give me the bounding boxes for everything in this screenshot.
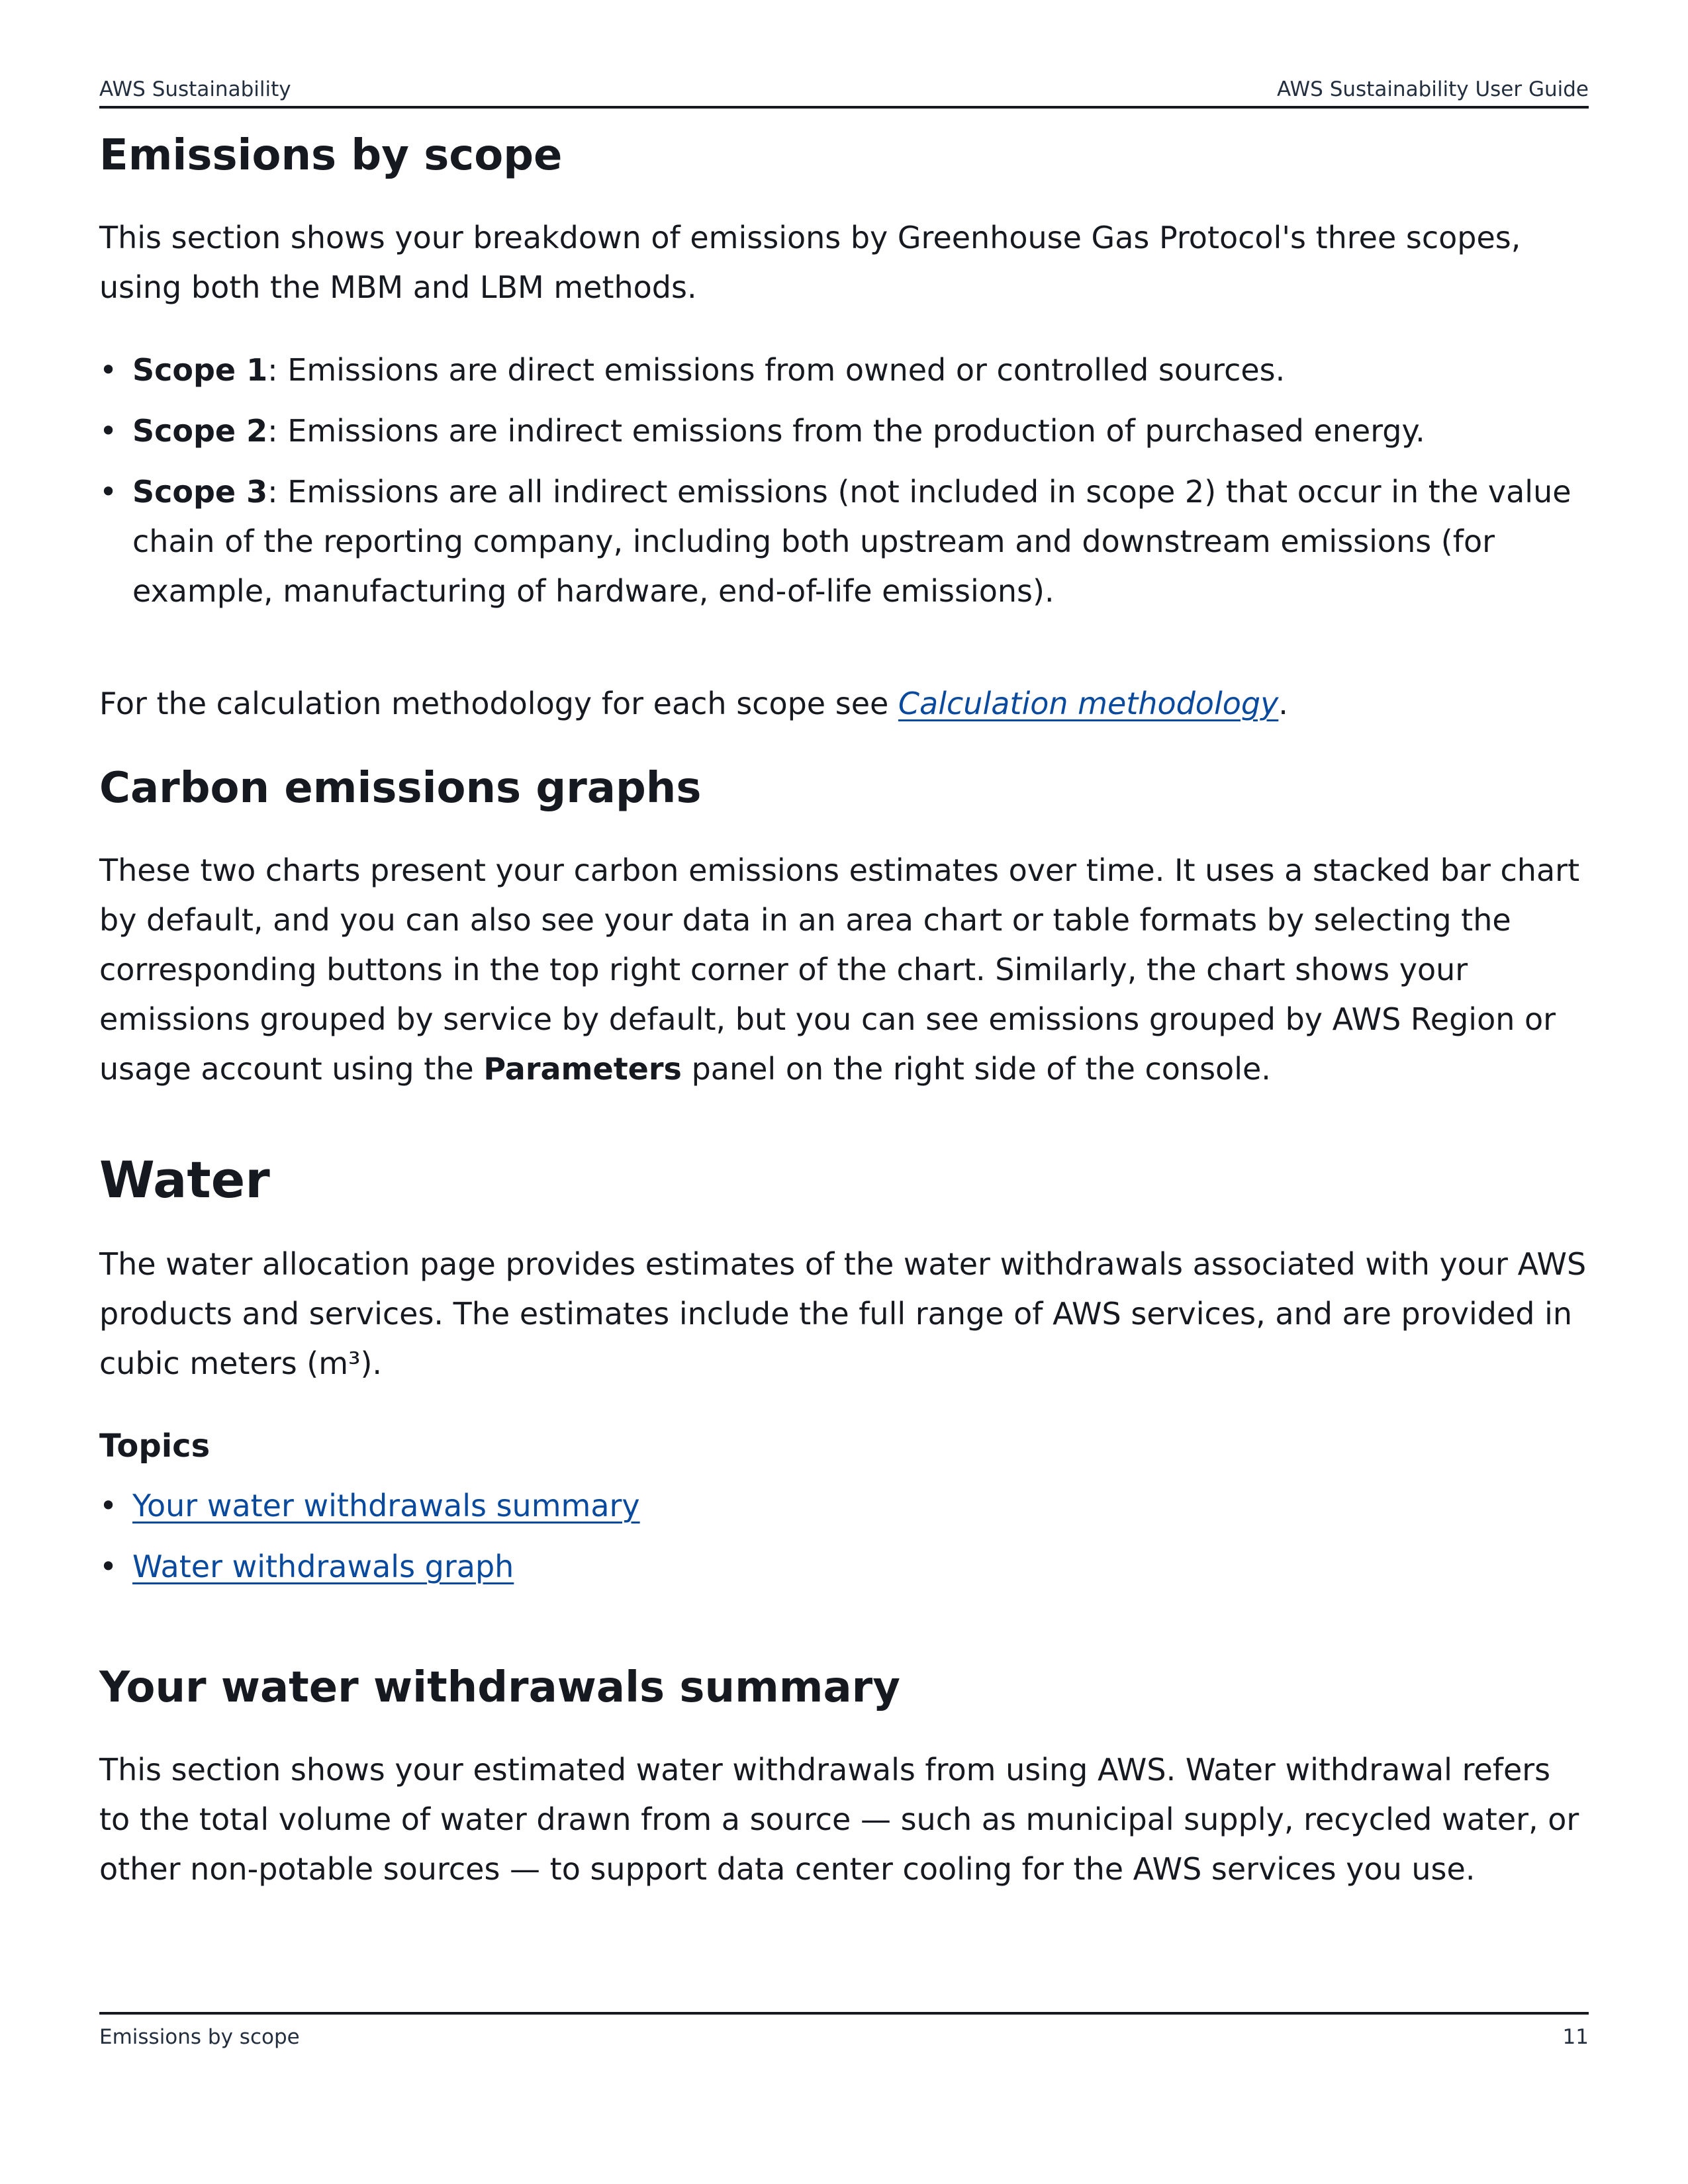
topics-label: Topics — [99, 1428, 211, 1465]
scope-item-3 — [99, 467, 1589, 616]
scope-list — [99, 345, 1589, 616]
section-title-emissions-by-scope: Emissions by scope — [99, 131, 563, 180]
bullet-icon: • — [99, 413, 118, 449]
water-intro: The water allocation page provides estimates of the water withdrawals associated with your AWS products and services. The estimates include the full range of AWS services, and are provided in cubic meters (m³). — [99, 1246, 1587, 1381]
bullet-icon: • — [99, 352, 118, 388]
page-content — [99, 126, 1589, 1894]
methodology-paragraph — [99, 679, 1589, 729]
bullet-icon: • — [99, 1549, 118, 1584]
parameters-term: Parameters — [483, 1051, 682, 1087]
topic-link-water-withdrawals-summary[interactable]: Your water withdrawals summary — [132, 1488, 640, 1524]
carbon-graphs-text: These two charts present your carbon emissions estimates over time. It uses a stacked bar chart by default, and you can also see your data in an area chart or table formats by selecting the corresponding buttons in the top right corner of the chart. Similarly, the chart shows your emissions grouped by service by default, but you can see emissions grouped by AWS Region or usage account using the — [99, 852, 1580, 1087]
section-title-carbon-emissions-graphs: Carbon emissions graphs — [99, 764, 702, 813]
calculation-methodology-link[interactable]: Calculation methodology — [898, 686, 1279, 721]
methodology-prefix: For the calculation methodology for each scope see — [99, 686, 898, 721]
header-left: AWS Sustainability — [99, 77, 291, 101]
header-right: AWS Sustainability User Guide — [1277, 77, 1589, 101]
water-summary-text: This section shows your estimated water withdrawals from using AWS. Water withdrawal refers to the total volume of water drawn from a source — such as municipal supply, recycled water, or other non-potable sources — to support data center cooling for the AWS services you use. — [99, 1752, 1579, 1887]
running-footer — [99, 2012, 1589, 2054]
section-title-water-summary: Your water withdrawals summary — [99, 1663, 900, 1712]
scope-text: : Emissions are direct emissions from owned or controlled sources. — [267, 352, 1286, 388]
carbon-graphs-paragraph — [99, 846, 1589, 1094]
scope-label: Scope 1 — [132, 352, 268, 388]
running-header — [99, 73, 1589, 109]
methodology-suffix: . — [1278, 686, 1288, 721]
topic-item — [99, 1542, 1589, 1592]
emissions-intro: This section shows your breakdown of emissions by Greenhouse Gas Protocol's three scopes, using both the MBM and LBM methods. — [99, 220, 1521, 305]
scope-text: : Emissions are indirect emissions from the production of purchased energy. — [267, 413, 1425, 449]
carbon-graphs-text-end: panel on the right side of the console. — [681, 1051, 1271, 1087]
section-title-water: Water — [99, 1150, 270, 1209]
footer-section-name: Emissions by scope — [99, 2025, 300, 2049]
bullet-icon: • — [99, 474, 118, 510]
scope-label: Scope 3 — [132, 474, 268, 510]
scope-item-1 — [99, 345, 1589, 395]
page-number: 11 — [1562, 2025, 1589, 2049]
topic-item — [99, 1481, 1589, 1531]
topics-list — [99, 1481, 1589, 1592]
topic-link-water-withdrawals-graph[interactable]: Water withdrawals graph — [132, 1549, 514, 1584]
scope-item-2 — [99, 406, 1589, 456]
document-page — [99, 0, 1589, 2184]
scope-label: Scope 2 — [132, 413, 268, 449]
bullet-icon: • — [99, 1488, 118, 1524]
scope-text: : Emissions are all indirect emissions (not included in scope 2) that occur in the value chain of the reporting company, including both upstream and downstream emissions (for example, manufacturing of hardware, end-of-life emissions). — [132, 474, 1571, 609]
